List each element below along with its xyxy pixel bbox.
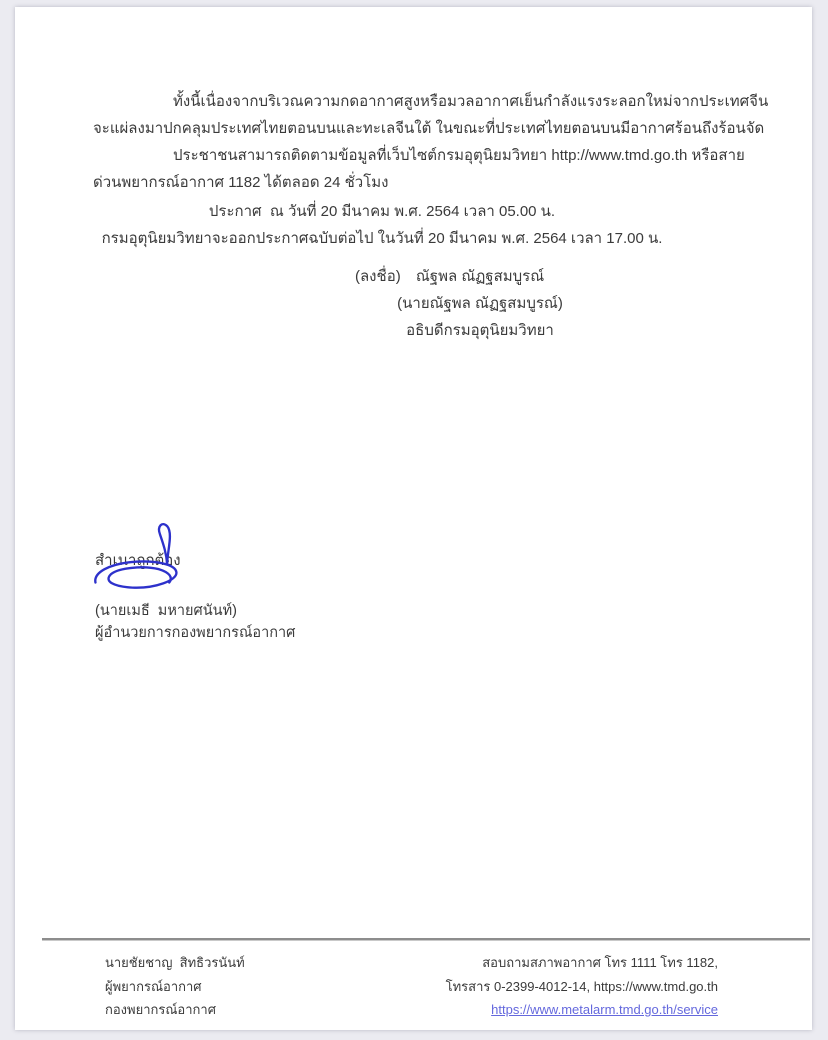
body-text-block [93, 88, 771, 196]
signature-flourish-stroke [159, 524, 170, 564]
contact-fax-website-line: โทรสาร 0-2399-4012-14, https://www.tmd.go.th [445, 978, 718, 994]
announcement-issued-line: ประกาศ ณ วันที่ 20 มีนาคม พ.ศ. 2564 เวลา 05.00 น. [208, 203, 556, 220]
paragraph-weather-cause: ทั้งนี้เนื่องจากบริเวณความกดอากาศสูงหรือมวลอากาศเย็นกำลังแรงระลอกใหม่จากประเทศจีนจะแผ่ลงมาปกคลุมประเทศไทยตอนบนและทะเลจีนใต้ ในขณะที่ประเทศไทยตอนบนมีอากาศร้อนถึงร้อนจัด [93, 93, 769, 137]
footer-contact-block [446, 951, 718, 1022]
announcement-next-issue-line: กรมอุตุนิยมวิทยาจะออกประกาศฉบับต่อไป ในวันที่ 20 มีนาคม พ.ศ. 2564 เวลา 17.00 น. [101, 230, 663, 247]
footer-divider-line [42, 938, 810, 941]
metalarm-service-link[interactable]: https://www.metalarm.tmd.go.th/service [491, 1002, 718, 1017]
signer-position: อธิบดีกรมอุตุนิยมวิทยา [406, 322, 554, 339]
signature-loop-stroke [95, 562, 176, 588]
certified-copy-label: สำเนาถูกต้อง [95, 552, 181, 569]
forecaster-title: ผู้พยากรณ์อากาศ [105, 978, 202, 994]
certifier-name: (นายเมธี มหายศนันท์) [95, 603, 237, 619]
forecaster-division: กองพยากรณ์อากาศ [105, 1002, 216, 1017]
signer-name-parentheses: (นายณัฐพล ณัฏฐสมบูรณ์) [397, 295, 563, 312]
document-page [15, 7, 812, 1030]
handwritten-signature [85, 519, 193, 603]
forecaster-name: นายชัยชาญ สิทธิวรนันท์ [105, 955, 245, 970]
signer-block [375, 263, 585, 344]
footer-forecaster-block [105, 951, 245, 1022]
announcement-block [15, 198, 749, 252]
signer-name: ณัฐพล ณัฏฐสมบูรณ์ [415, 268, 545, 285]
paragraph-public-info: ประชาชนสามารถติดตามข้อมูลที่เว็บไซต์กรมอุตุนิยมวิทยา http://www.tmd.go.th หรือสายด่วนพยากรณ์อากาศ 1182 ได้ตลอด 24 ชั่วโมง [93, 147, 745, 191]
signed-label: (ลงชื่อ) [355, 268, 401, 285]
contact-phone-line: สอบถามสภาพอากาศ โทร 1111 โทร 1182, [482, 955, 718, 970]
certifier-position: ผู้อำนวยการกองพยากรณ์อากาศ [95, 625, 296, 641]
